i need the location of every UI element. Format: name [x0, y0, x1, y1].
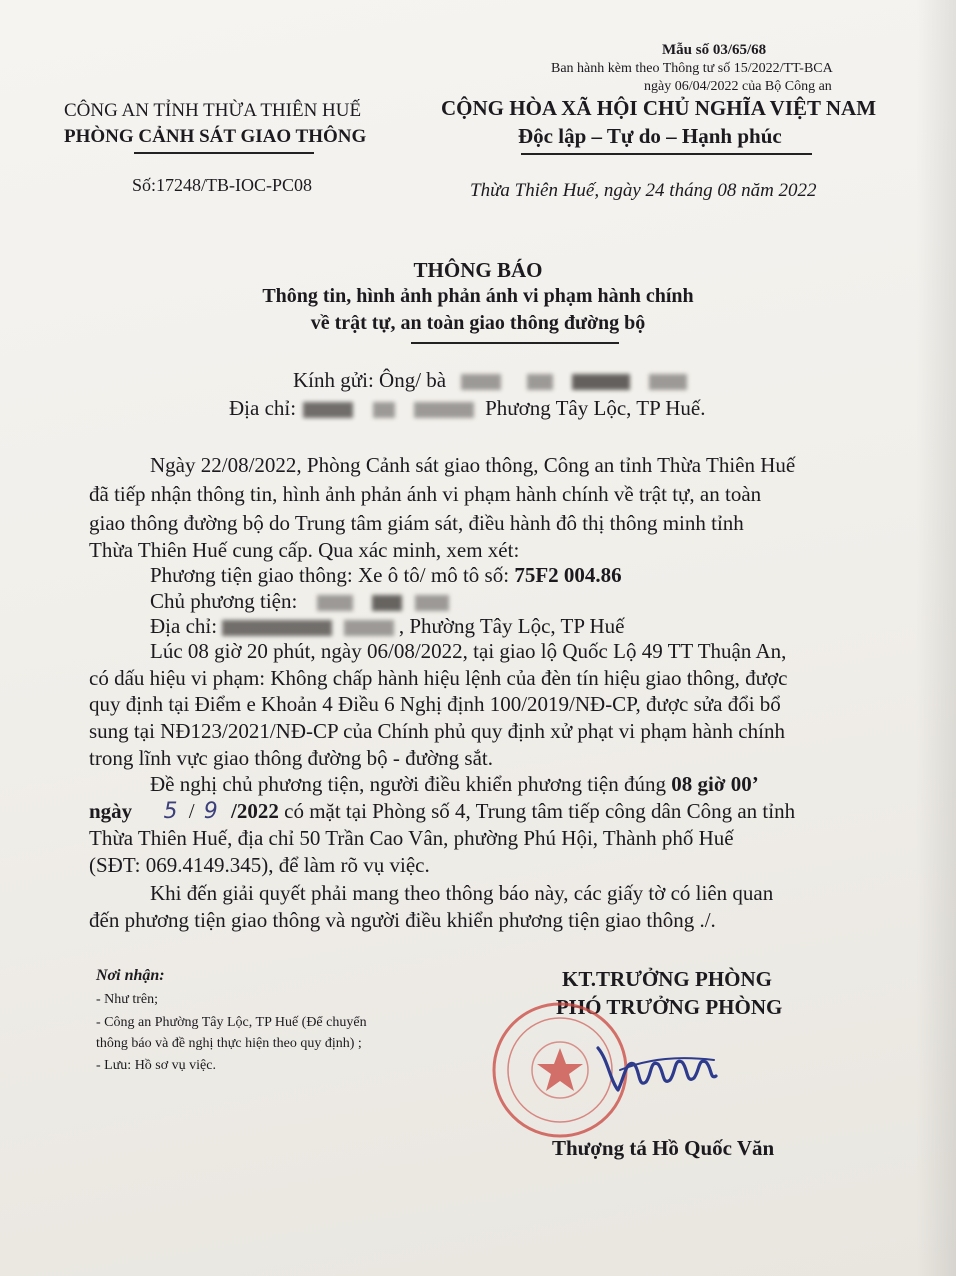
redacted-owner-address-2: [344, 620, 394, 636]
para1-line4: Thừa Thiên Huế cung cấp. Qua xác minh, xem xét:: [89, 538, 520, 562]
para2-line5: trong lĩnh vực giao thông đường bộ - đường sắt.: [89, 746, 493, 770]
appointment-day-label: ngày: [89, 799, 133, 823]
recipient-address-tail: Phương Tây Lộc, TP Huế.: [485, 396, 706, 420]
form-issued-line2: ngày 06/04/2022 của Bộ Công an: [644, 79, 832, 94]
recipients-item2a: - Công an Phường Tây Lộc, TP Huế (Để chuyển: [96, 1015, 367, 1030]
para1-line1: Ngày 22/08/2022, Phòng Cảnh sát giao thông, Công an tỉnh Thừa Thiên Huế: [150, 453, 796, 477]
recipient-to-label: Kính gửi: Ông/ bà: [293, 368, 447, 392]
redacted-owner-2: [372, 595, 402, 611]
redacted-address-2: [373, 402, 395, 418]
redacted-name-2: [527, 374, 553, 390]
redacted-owner-1: [317, 595, 353, 611]
agency-underline: [134, 152, 314, 154]
notice-title: THÔNG BÁO: [413, 258, 543, 282]
recipient-address: [229, 396, 705, 421]
handwritten-day: 5: [163, 799, 178, 824]
motto-underline: [521, 153, 812, 155]
recipient-to: [293, 368, 687, 393]
para3-line2: [89, 799, 795, 824]
para3-line2-tail: có mặt tại Phòng số 4, Trung tâm tiếp công dân Công an tỉnh: [284, 799, 796, 823]
redacted-owner-3: [415, 595, 449, 611]
signer-role1: KT.TRƯỞNG PHÒNG: [562, 967, 772, 991]
republic-title: CỘNG HÒA XÃ HỘI CHỦ NGHĨA VIỆT NAM: [441, 96, 877, 120]
redacted-owner-address-1: [222, 620, 332, 636]
vehicle-line: [150, 563, 622, 588]
owner-label: Chủ phương tiện:: [150, 589, 298, 613]
owner-address-line: [150, 614, 624, 639]
redacted-address-3: [414, 402, 474, 418]
vehicle-label: Phương tiện giao thông: Xe ô tô/ mô tô số:: [150, 563, 510, 587]
notice-subtitle-line1: Thông tin, hình ảnh phản ánh vi phạm hành chính: [262, 285, 694, 307]
para1-line2: đã tiếp nhận thông tin, hình ảnh phản ánh vi phạm hành chính về trật tự, an toàn: [89, 482, 762, 506]
form-number: Mẫu số 03/65/68: [662, 42, 767, 58]
signer-role2: PHÓ TRƯỞNG PHÒNG: [556, 995, 783, 1019]
signer-name: Thượng tá Hồ Quốc Văn: [552, 1136, 775, 1160]
redacted-name-4: [649, 374, 687, 390]
owner-line: [150, 589, 449, 614]
recipients-item2b: thông báo và đề nghị thực hiện theo quy định) ;: [96, 1036, 362, 1051]
agency-line2: PHÒNG CẢNH SÁT GIAO THÔNG: [64, 126, 367, 147]
form-issued-line1: Ban hành kèm theo Thông tư số 15/2022/TT-BCA: [551, 61, 833, 76]
handwritten-signature: [590, 1030, 720, 1100]
appointment-time: 08 giờ 00’: [671, 772, 759, 796]
page-shadow: [916, 0, 956, 1276]
motto: Độc lập – Tự do – Hạnh phúc: [518, 124, 782, 148]
handwritten-month: 9: [203, 799, 218, 824]
owner-address-label: Địa chỉ:: [150, 614, 218, 638]
recipients-item1: - Như trên;: [96, 992, 159, 1007]
para2-line1: Lúc 08 giờ 20 phút, ngày 06/08/2022, tại giao lộ Quốc Lộ 49 TT Thuận An,: [150, 639, 787, 663]
para3-line1-text: Đề nghị chủ phương tiện, người điều khiển phương tiện đúng: [150, 772, 666, 796]
date-slash: /: [188, 799, 195, 823]
seal-star-icon: [537, 1048, 583, 1091]
owner-address-tail: , Phường Tây Lộc, TP Huế: [398, 614, 625, 638]
redacted-name-1: [461, 374, 501, 390]
agency-line1: CÔNG AN TỈNH THỪA THIÊN HUẾ: [64, 100, 362, 121]
recipients-title: Nơi nhận:: [96, 967, 165, 984]
place-date: Thừa Thiên Huế, ngày 24 tháng 08 năm 2022: [470, 180, 817, 201]
recipient-address-label: Địa chỉ:: [229, 396, 297, 420]
redacted-name-3: [572, 374, 630, 390]
para1-line3: giao thông đường bộ do Trung tâm giám sát, điều hành đô thị thông minh tỉnh: [89, 511, 744, 535]
license-plate: 75F2 004.86: [514, 563, 622, 587]
notice-subtitle-line2: về trật tự, an toàn giao thông đường bộ: [310, 312, 646, 334]
title-underline: [411, 342, 619, 344]
para2-line4: sung tại NĐ123/2021/NĐ-CP của Chính phủ quy định xử phạt vi phạm hành chính: [89, 719, 785, 743]
para3-line3: Thừa Thiên Huế, địa chỉ 50 Trần Cao Vân, phường Phú Hội, Thành phố Huế: [89, 826, 734, 850]
document-number: Số:17248/TB-IOC-PC08: [132, 175, 313, 195]
appointment-year: /2022: [231, 799, 279, 823]
para4-line2: đến phương tiện giao thông và người điều khiển phương tiện giao thông ./.: [89, 908, 716, 932]
para3-line1: [150, 772, 759, 797]
para4-line1: Khi đến giải quyết phải mang theo thông báo này, các giấy tờ có liên quan: [150, 881, 774, 905]
redacted-address-1: [303, 402, 353, 418]
recipients-item3: - Lưu: Hồ sơ vụ việc.: [96, 1058, 216, 1073]
para2-line3: quy định tại Điểm e Khoản 4 Điều 6 Nghị định 100/2019/NĐ-CP, được sửa đổi bổ: [89, 692, 781, 716]
para3-line4: (SĐT: 069.4149.345), để làm rõ vụ việc.: [89, 853, 430, 877]
para2-line2: có dấu hiệu vi phạm: Không chấp hành hiệu lệnh của đèn tín hiệu giao thông, được: [89, 666, 788, 690]
